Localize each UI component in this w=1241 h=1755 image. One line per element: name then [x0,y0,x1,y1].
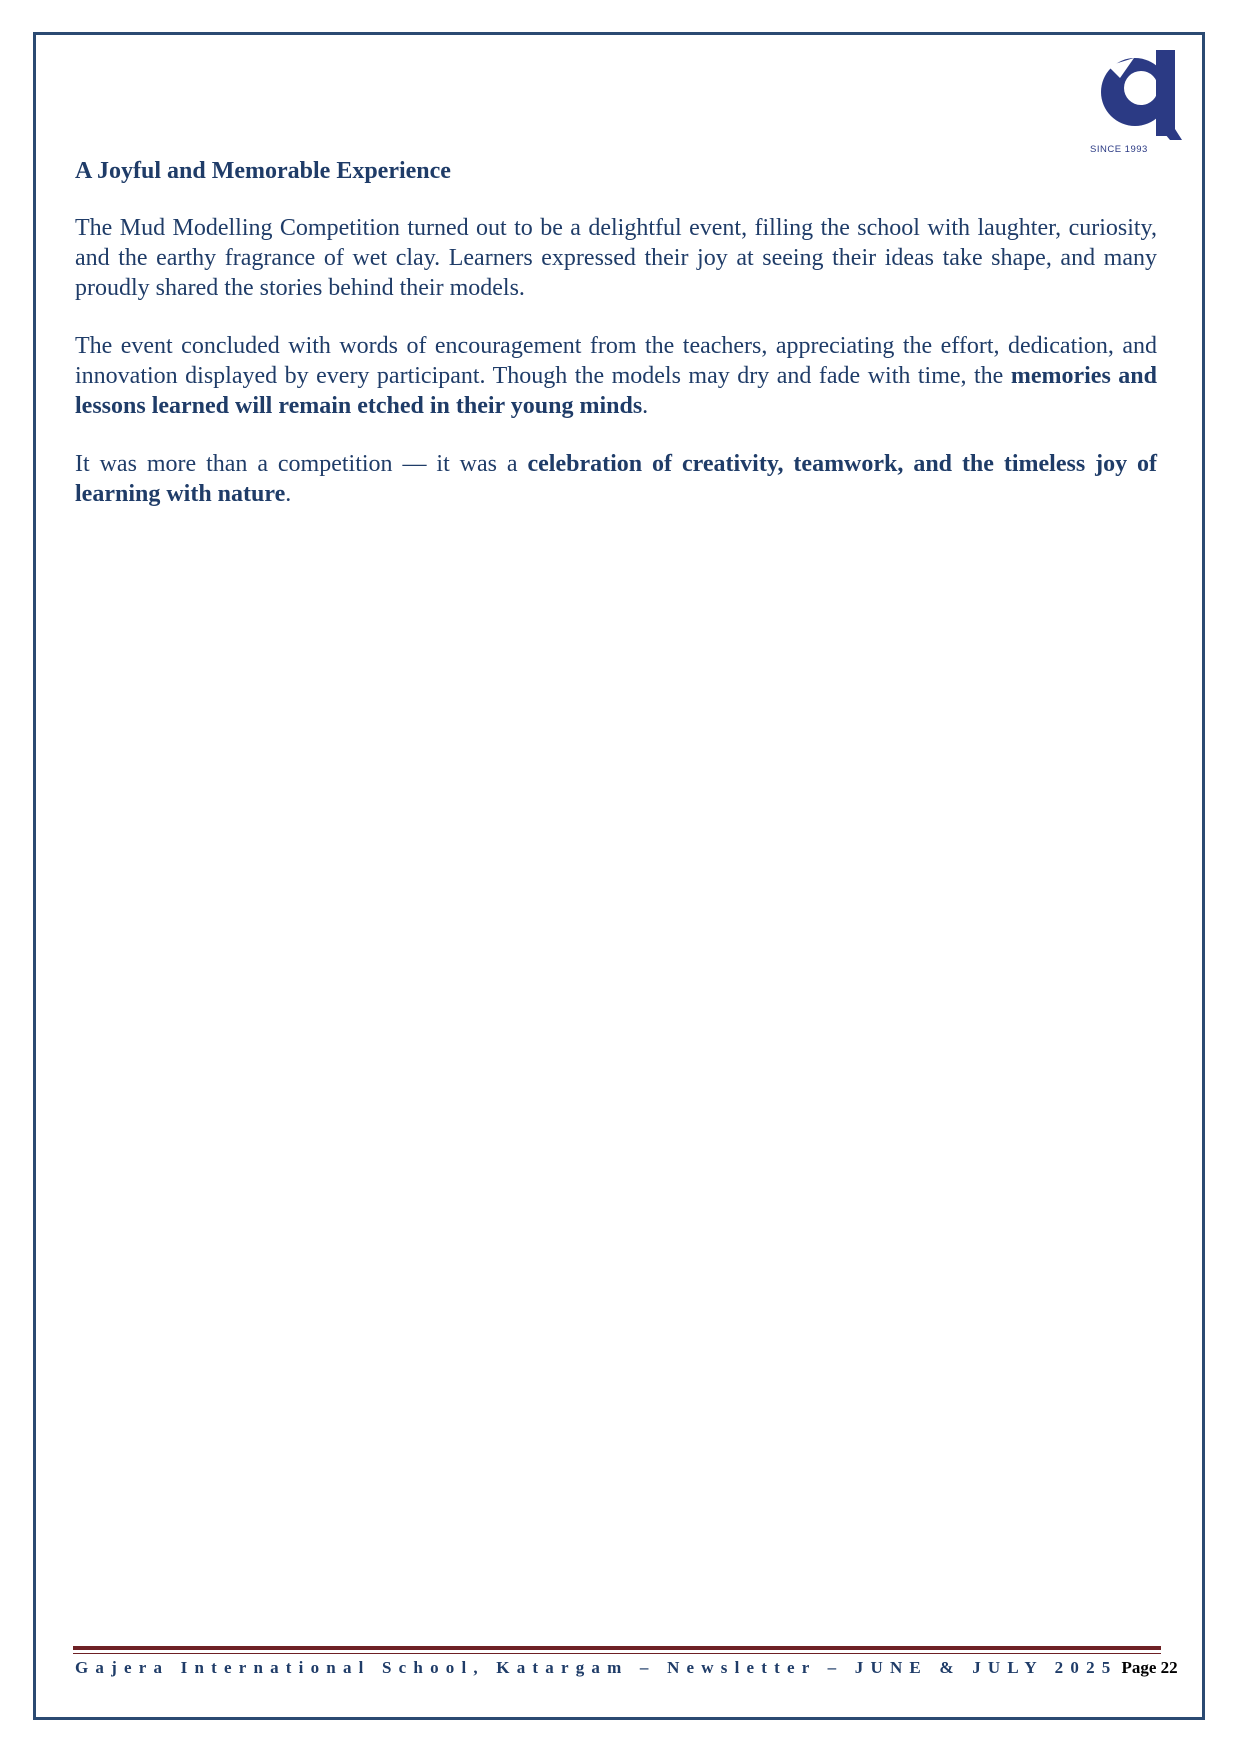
paragraph-1: The Mud Modelling Competition turned out to be a delightful event, filling the school with laughter, curiosity, and the earthy fragrance of wet clay. Learners expressed their joy at seeing their ideas take shape, and many proudly shared the stories behind their models. [75,215,1157,301]
footer-rule [73,1646,1161,1654]
paragraph-3-end: . [285,481,292,507]
school-logo [1090,48,1202,160]
footer-text: Gajera International School, Katargam – Newsletter – JUNE & JULY 2025 [75,1658,1118,1677]
paragraph-2-end: . [642,393,649,419]
article [75,155,1157,537]
footer-rule-thick [73,1646,1161,1650]
paragraph-2-emphasis: memories and lessons learned will remain etched in their young minds [75,363,1157,419]
article-heading: A Joyful and Memorable Experience [75,158,451,184]
paragraph-3-text: It was more than a competition — it was a [75,451,528,477]
paragraph-2 [75,331,1157,421]
paragraph-2-text: The event concluded with words of encouragement from the teachers, appreciating the effort, dedication, and innovation displayed by every participant. Though the models may dry and fade with time, the [75,333,1157,389]
logo-mark-icon [1090,48,1202,160]
logo-caption: SINCE 1993 [1090,144,1148,155]
page-footer [75,1658,1178,1684]
page-number: Page 22 [1121,1658,1178,1677]
paragraph-3-emphasis: celebration of creativity, teamwork, and the timeless joy of learning with nature [75,451,1157,507]
paragraph-3 [75,449,1157,509]
footer-rule-thin [73,1653,1161,1654]
